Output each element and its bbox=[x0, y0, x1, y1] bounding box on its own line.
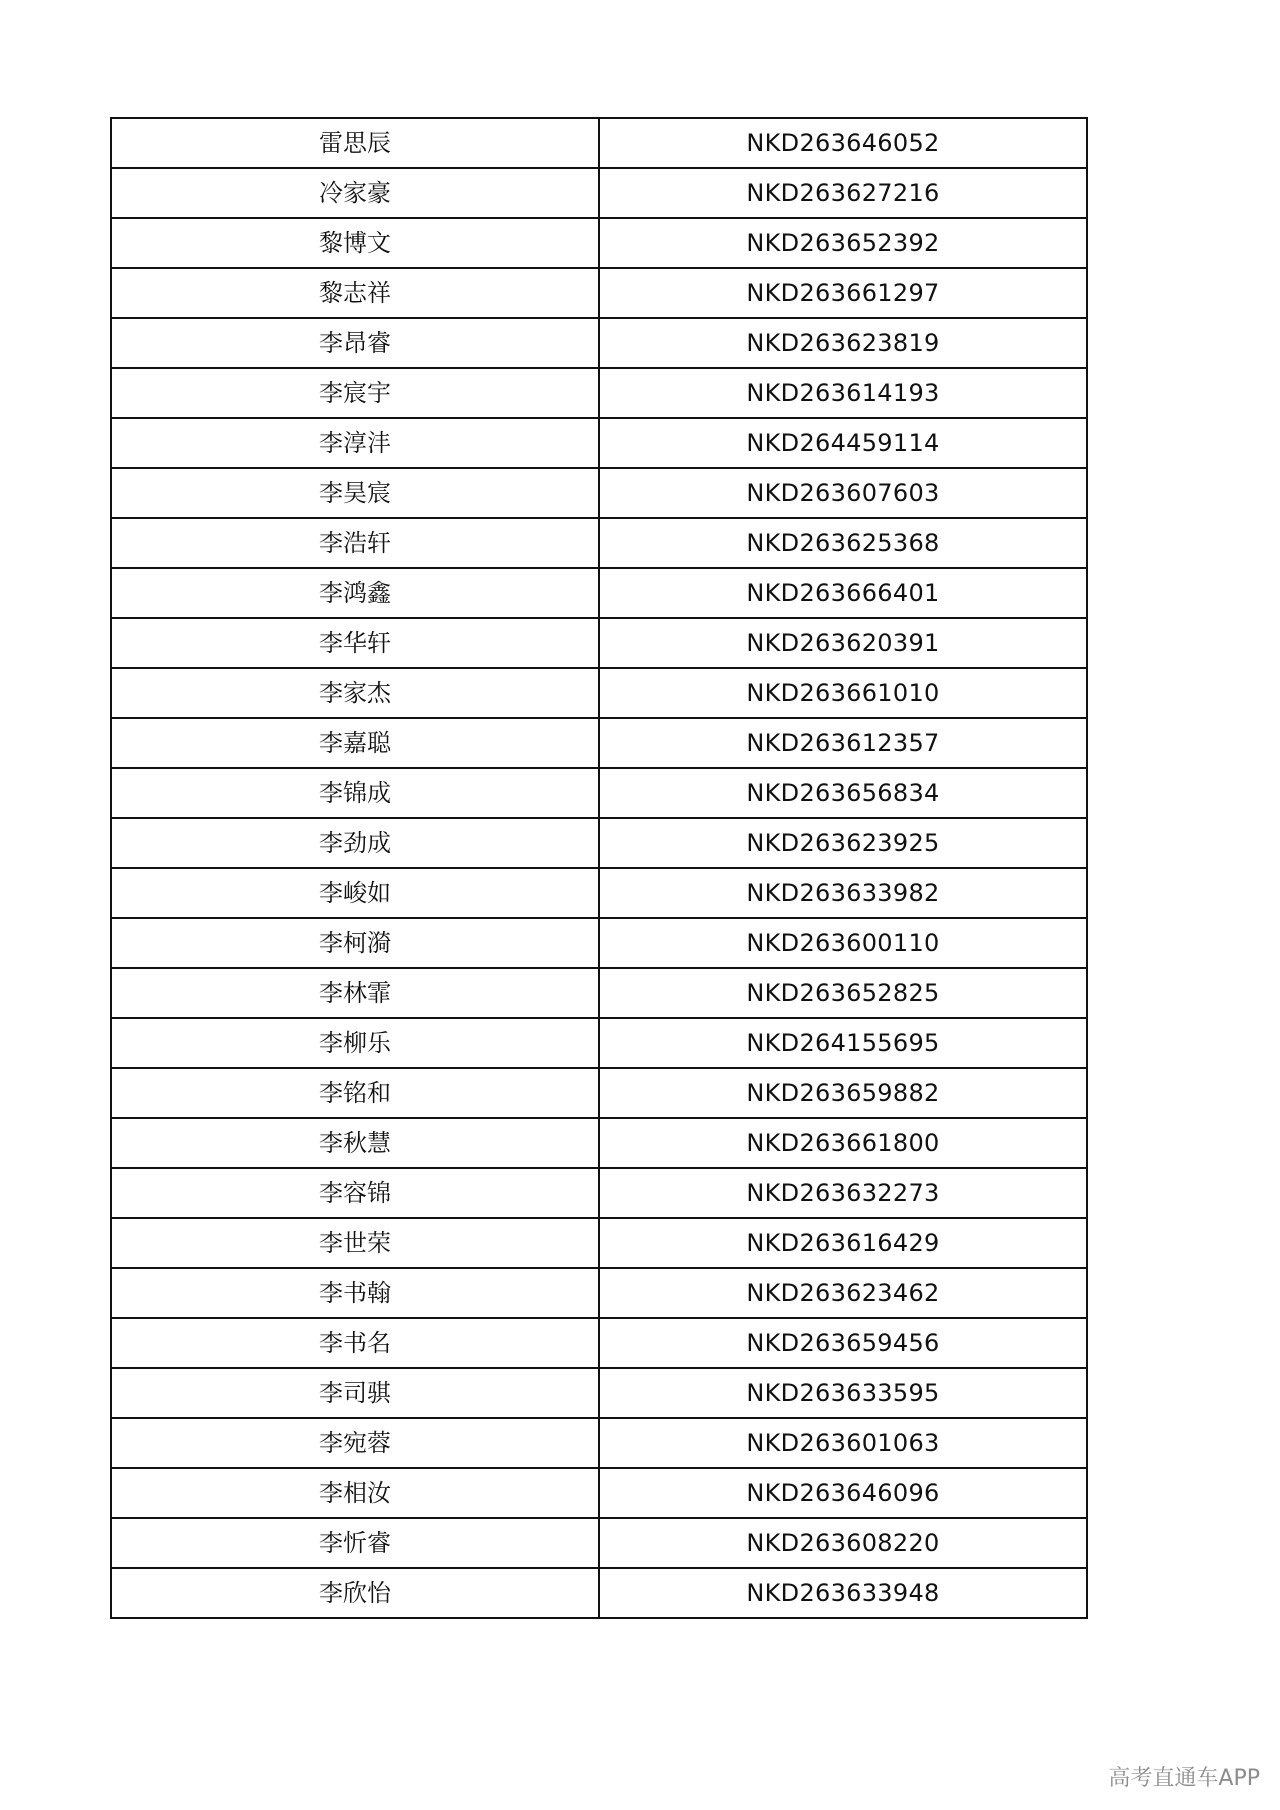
table-row bbox=[111, 468, 1087, 518]
registration-id-cell: NKD263666401 bbox=[599, 568, 1087, 618]
table-row bbox=[111, 668, 1087, 718]
registration-id-cell: NKD263601063 bbox=[599, 1418, 1087, 1468]
student-name-cell: 黎博文 bbox=[111, 218, 599, 268]
registration-id-cell: NKD263652392 bbox=[599, 218, 1087, 268]
table-row bbox=[111, 168, 1087, 218]
student-name-cell: 冷家豪 bbox=[111, 168, 599, 218]
registration-id-cell: NKD263661800 bbox=[599, 1118, 1087, 1168]
student-name-cell: 李司骐 bbox=[111, 1368, 599, 1418]
registration-id-cell: NKD263633595 bbox=[599, 1368, 1087, 1418]
registration-id-cell: NKD263646052 bbox=[599, 118, 1087, 168]
roster-table-body bbox=[111, 118, 1087, 1618]
registration-id-cell: NKD263625368 bbox=[599, 518, 1087, 568]
table-row bbox=[111, 118, 1087, 168]
table-row bbox=[111, 518, 1087, 568]
table-row bbox=[111, 1568, 1087, 1618]
registration-id-cell: NKD263616429 bbox=[599, 1218, 1087, 1268]
student-name-cell: 李秋慧 bbox=[111, 1118, 599, 1168]
student-name-cell: 李林霏 bbox=[111, 968, 599, 1018]
table-row bbox=[111, 568, 1087, 618]
table-row bbox=[111, 618, 1087, 668]
table-row bbox=[111, 318, 1087, 368]
student-name-cell: 李容锦 bbox=[111, 1168, 599, 1218]
table-row bbox=[111, 818, 1087, 868]
student-name-cell: 雷思辰 bbox=[111, 118, 599, 168]
registration-id-cell: NKD263656834 bbox=[599, 768, 1087, 818]
table-row bbox=[111, 768, 1087, 818]
table-row bbox=[111, 1018, 1087, 1068]
student-name-cell: 李柯漪 bbox=[111, 918, 599, 968]
table-row bbox=[111, 1318, 1087, 1368]
registration-id-cell: NKD263632273 bbox=[599, 1168, 1087, 1218]
table-row bbox=[111, 968, 1087, 1018]
registration-id-cell: NKD263620391 bbox=[599, 618, 1087, 668]
registration-id-cell: NKD263623819 bbox=[599, 318, 1087, 368]
table-row bbox=[111, 1168, 1087, 1218]
student-name-cell: 李铭和 bbox=[111, 1068, 599, 1118]
student-name-cell: 李嘉聪 bbox=[111, 718, 599, 768]
registration-id-cell: NKD264155695 bbox=[599, 1018, 1087, 1068]
table-row bbox=[111, 218, 1087, 268]
registration-id-cell: NKD263623925 bbox=[599, 818, 1087, 868]
watermark-text: 高考直通车APP bbox=[1108, 1766, 1260, 1791]
student-name-cell: 李浩轩 bbox=[111, 518, 599, 568]
student-name-cell: 李宸宇 bbox=[111, 368, 599, 418]
registration-id-cell: NKD263661297 bbox=[599, 268, 1087, 318]
student-name-cell: 李昂睿 bbox=[111, 318, 599, 368]
roster-table bbox=[110, 117, 1088, 1619]
registration-id-cell: NKD263659456 bbox=[599, 1318, 1087, 1368]
table-row bbox=[111, 418, 1087, 468]
table-row bbox=[111, 1068, 1087, 1118]
table-row bbox=[111, 1368, 1087, 1418]
registration-id-cell: NKD263608220 bbox=[599, 1518, 1087, 1568]
registration-id-cell: NKD263600110 bbox=[599, 918, 1087, 968]
registration-id-cell: NKD263627216 bbox=[599, 168, 1087, 218]
registration-id-cell: NKD263614193 bbox=[599, 368, 1087, 418]
student-name-cell: 李锦成 bbox=[111, 768, 599, 818]
student-name-cell: 李淳沣 bbox=[111, 418, 599, 468]
table-row bbox=[111, 1268, 1087, 1318]
student-name-cell: 李家杰 bbox=[111, 668, 599, 718]
student-name-cell: 李劲成 bbox=[111, 818, 599, 868]
student-name-cell: 李欣怡 bbox=[111, 1568, 599, 1618]
registration-id-cell: NKD263659882 bbox=[599, 1068, 1087, 1118]
table-row bbox=[111, 1218, 1087, 1268]
table-row bbox=[111, 268, 1087, 318]
table-row bbox=[111, 1518, 1087, 1568]
registration-id-cell: NKD263633948 bbox=[599, 1568, 1087, 1618]
table-row bbox=[111, 1418, 1087, 1468]
table-row bbox=[111, 1118, 1087, 1168]
registration-id-cell: NKD263646096 bbox=[599, 1468, 1087, 1518]
student-name-cell: 李华轩 bbox=[111, 618, 599, 668]
student-name-cell: 李书翰 bbox=[111, 1268, 599, 1318]
student-name-cell: 李柳乐 bbox=[111, 1018, 599, 1068]
registration-id-cell: NKD263633982 bbox=[599, 868, 1087, 918]
registration-id-cell: NKD263623462 bbox=[599, 1268, 1087, 1318]
student-name-cell: 李峻如 bbox=[111, 868, 599, 918]
table-row bbox=[111, 368, 1087, 418]
table-row bbox=[111, 718, 1087, 768]
registration-id-cell: NKD264459114 bbox=[599, 418, 1087, 468]
student-name-cell: 李鸿鑫 bbox=[111, 568, 599, 618]
student-name-cell: 李昊宸 bbox=[111, 468, 599, 518]
student-name-cell: 李宛蓉 bbox=[111, 1418, 599, 1468]
student-name-cell: 李忻睿 bbox=[111, 1518, 599, 1568]
student-name-cell: 李相汝 bbox=[111, 1468, 599, 1518]
student-name-cell: 黎志祥 bbox=[111, 268, 599, 318]
table-row bbox=[111, 1468, 1087, 1518]
student-name-cell: 李世荣 bbox=[111, 1218, 599, 1268]
registration-id-cell: NKD263612357 bbox=[599, 718, 1087, 768]
registration-id-cell: NKD263661010 bbox=[599, 668, 1087, 718]
registration-id-cell: NKD263607603 bbox=[599, 468, 1087, 518]
student-name-cell: 李书名 bbox=[111, 1318, 599, 1368]
table-row bbox=[111, 918, 1087, 968]
table-row bbox=[111, 868, 1087, 918]
registration-id-cell: NKD263652825 bbox=[599, 968, 1087, 1018]
